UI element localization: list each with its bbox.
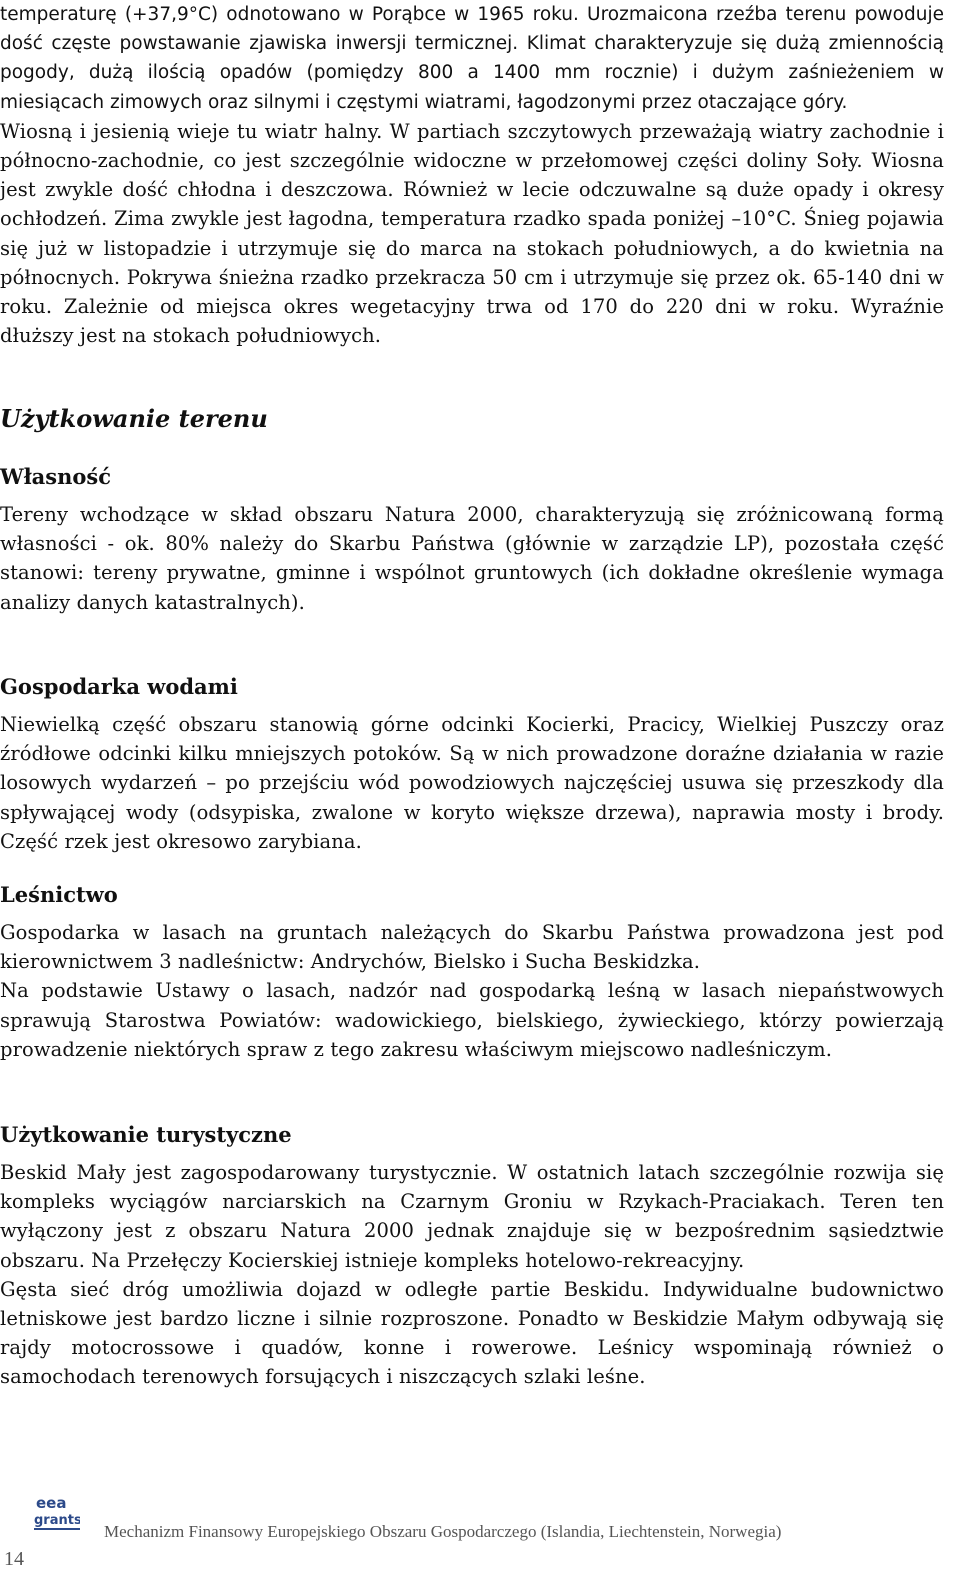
heading-forestry: Leśnictwo (0, 882, 118, 907)
forestry-section (0, 918, 944, 1064)
page-number: 14 (4, 1548, 24, 1570)
water-section (0, 710, 944, 856)
heading-ownership: Własność (0, 464, 111, 489)
paragraph-tourism-2: Gęsta sieć dróg umożliwia dojazd w odległe partie Beskidu. Indywidualne budownictwo letniskowe jest bardzo liczne i silnie rozproszone. Ponadto w Beskidzie Małym odbywają się rajdy motocrossowe i quadów, konne i rowerowe. Leśnicy wspominają również o samochodach terenowych forsujących i niszczących szlaki leśne. (0, 1277, 944, 1389)
paragraph-climate-2: Wiosną i jesienią wieje tu wiatr halny. W partiach szczytowych przeważają wiatry zachodnie i północno-zachodnie, co jest szczególnie widoczne w przełomowej części doliny Soły. Wiosna jest zwykle dość chłodna i deszczowa. Również w lecie odczuwalne są duże opady i okresy ochłodzeń. Zima zwykle jest łagodna, temperatura rzadko spada poniżej –10°C. Śnieg pojawia się już w listopadzie i utrzymuje się do marca na stokach południowych, a do kwietnia na północnych. Pokrywa śnieżna rzadko przekracza 50 cm i utrzymuje się przez ok. 65-140 dni w roku. Zależnie od miejsca okres wegetacyjny trwa od 170 do 220 dni w roku. Wyraźnie dłuższy jest na stokach południowych. (0, 119, 944, 348)
eea-grants-logo (34, 1492, 80, 1536)
heading-tourism: Użytkowanie turystyczne (0, 1122, 292, 1147)
logo-text-eea: eea (36, 1494, 67, 1512)
footer-text: Mechanizm Finansowy Europejskiego Obszaru Gospodarczego (Islandia, Liechtenstein, Norwegia) (104, 1522, 782, 1541)
paragraph-climate-1: temperaturę (+37,9°C) odnotowano w Porąbce w 1965 roku. Urozmaicona rzeźba terenu powoduje dość częste powstawanie zjawiska inwersji termicznej. Klimat charakteryzuje się dużą zmiennością pogody, dużą ilością opadów (pomiędzy 800 a 1400 mm rocznie) i dużym zaśnieżeniem w miesiącach zimowych oraz silnymi i częstymi wiatrami, łagodzonymi przez otaczające góry. (0, 4, 944, 113)
paragraph-forestry-2: Na podstawie Ustawy o lasach, nadzór nad gospodarką leśną w lasach niepaństwowych sprawują Starostwa Powiatów: wadowickiego, bielskiego, żywieckiego, którzy powierzają prowadzenie niektórych spraw z tego zakresu właściwym miejscowo nadleśniczym. (0, 979, 944, 1061)
paragraph-ownership: Tereny wchodzące w skład obszaru Natura 2000, charakteryzują się zróżnicowaną formą własności - ok. 80% należy do Skarbu Państwa (głównie w zarządzie LP), pozostała część stanowi: tereny prywatne, gminne i wspólnot gruntowych (ich dokładne określenie wymaga analizy danych katastralnych). (0, 503, 944, 614)
climate-section (0, 0, 944, 350)
ownership-section (0, 500, 944, 617)
paragraph-tourism-1: Beskid Mały jest zagospodarowany turystycznie. W ostatnich latach szczególnie rozwija się kompleks wyciągów narciarskich na Czarnym Groniu w Rzykach-Praciakach. Teren ten wyłączony jest z obszaru Natura 2000 jednak znajduje się w bezpośrednim sąsiedztwie obszaru. Na Przełęczy Kocierskiej istnieje kompleks hotelowo-rekreacyjny. (0, 1161, 944, 1272)
paragraph-water: Niewielką część obszaru stanowią górne odcinki Kocierki, Pracicy, Wielkiej Puszczy oraz źródłowe odcinki kilku mniejszych potoków. Są w nich prowadzone doraźne działania w razie losowych wydarzeń – po przejściu wód powodziowych najczęściej usuwa się przeszkody dla spływającej wody (odsypiska, zwalone w koryto większe drzewa), naprawia mosty i brody. Część rzek jest okresowo zarybiana. (0, 713, 944, 853)
logo-text-grants: grants (34, 1513, 80, 1528)
tourism-section (0, 1158, 944, 1392)
heading-water: Gospodarka wodami (0, 674, 238, 699)
heading-land-use: Użytkowanie terenu (0, 404, 268, 433)
paragraph-forestry-1: Gospodarka w lasach na gruntach należących do Skarbu Państwa prowadzona jest pod kierownictwem 3 nadleśnictw: Andrychów, Bielsko i Sucha Beskidzka. (0, 921, 944, 974)
